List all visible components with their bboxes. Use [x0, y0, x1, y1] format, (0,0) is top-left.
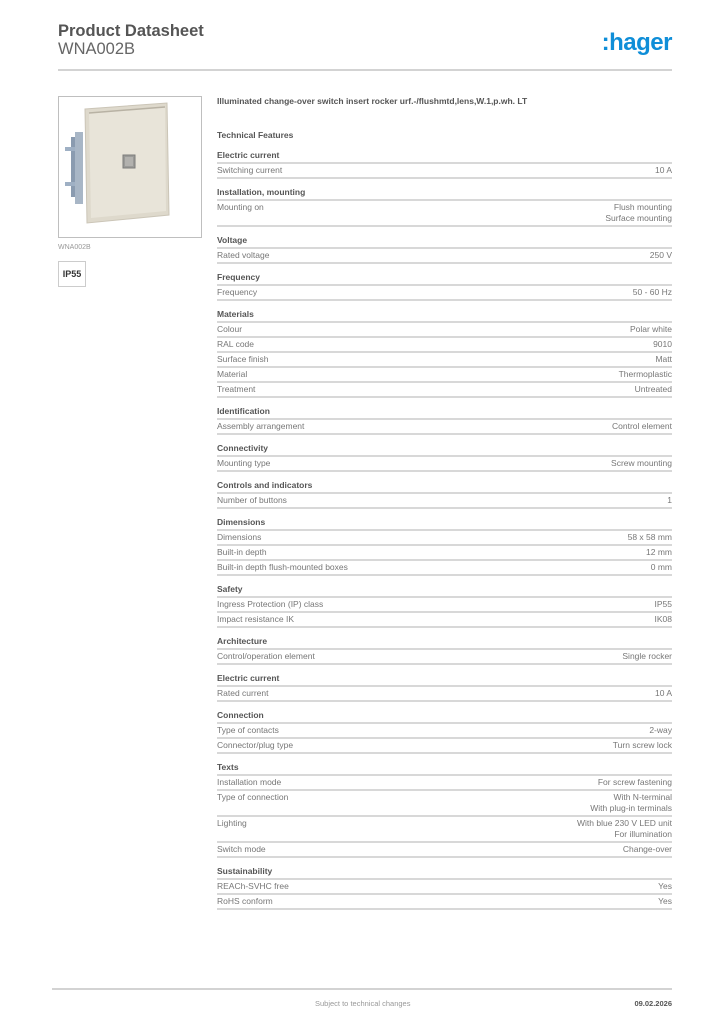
feature-value	[658, 881, 672, 892]
feature-value-line: 10 A	[654, 165, 672, 175]
feature-label: Material	[217, 369, 248, 379]
feature-value	[590, 792, 672, 814]
feature-row	[217, 531, 672, 546]
page-footer	[52, 988, 672, 1008]
image-caption: WNA002B	[58, 244, 91, 251]
section-title: Installation, mounting	[217, 187, 672, 201]
feature-value	[605, 202, 672, 224]
feature-section	[217, 762, 672, 858]
feature-label: Switching current	[217, 165, 283, 175]
feature-section	[217, 187, 672, 227]
feature-value-line: Screw mounting	[611, 458, 672, 468]
feature-value-line: 50 - 60 Hz	[632, 287, 672, 297]
feature-label: Rated current	[217, 688, 269, 698]
feature-row	[217, 843, 672, 858]
feature-row	[217, 457, 672, 472]
feature-label: Installation mode	[217, 777, 282, 787]
feature-value	[655, 614, 673, 625]
feature-value-line: 0 mm	[650, 562, 672, 572]
feature-section	[217, 517, 672, 576]
feature-value	[653, 339, 672, 350]
feature-value	[655, 599, 673, 610]
feature-row	[217, 817, 672, 843]
feature-value-line: Control element	[611, 421, 672, 431]
page-title: Product Datasheet	[58, 22, 204, 40]
section-title: Frequency	[217, 272, 672, 286]
feature-label: Type of connection	[217, 792, 289, 802]
feature-value	[577, 818, 672, 840]
feature-label: Frequency	[217, 287, 258, 297]
technical-features-title: Technical Features	[217, 130, 294, 140]
section-title: Sustainability	[217, 866, 672, 880]
feature-section	[217, 443, 672, 472]
feature-value	[655, 165, 672, 176]
feature-value-line: 1	[667, 495, 672, 505]
feature-row	[217, 791, 672, 817]
feature-label: RoHS conform	[217, 896, 273, 906]
feature-value-line: Surface mounting	[605, 213, 672, 223]
feature-value-line: Turn screw lock	[612, 740, 672, 750]
feature-value-line: Thermoplastic	[618, 369, 672, 379]
feature-value-line: 58 x 58 mm	[627, 532, 672, 542]
feature-section	[217, 636, 672, 665]
feature-row	[217, 420, 672, 435]
feature-label: Type of contacts	[217, 725, 279, 735]
page-header	[58, 22, 672, 71]
feature-value	[623, 844, 672, 855]
feature-value	[633, 287, 672, 298]
feature-value	[598, 777, 672, 788]
feature-label: Assembly arrangement	[217, 421, 305, 431]
feature-row	[217, 880, 672, 895]
feature-value-line: IP55	[654, 599, 672, 609]
product-description: Illuminated change-over switch insert rocker urf.-/flushmtd,lens,W.1,p.wh. LT	[217, 96, 528, 106]
section-title: Electric current	[217, 150, 672, 164]
feature-label: RAL code	[217, 339, 255, 349]
feature-value	[646, 547, 672, 558]
feature-row	[217, 687, 672, 702]
footer-note: Subject to technical changes	[315, 999, 411, 1008]
footer-date: 09.02.2026	[634, 999, 672, 1008]
feature-row	[217, 895, 672, 910]
feature-label: Number of buttons	[217, 495, 287, 505]
feature-value-line: Yes	[658, 896, 672, 906]
feature-row	[217, 776, 672, 791]
feature-value	[650, 250, 672, 261]
feature-section	[217, 309, 672, 398]
feature-section	[217, 866, 672, 910]
feature-section	[217, 235, 672, 264]
feature-value-line: 10 A	[654, 688, 672, 698]
product-code: WNA002B	[58, 40, 136, 58]
feature-label: Ingress Protection (IP) class	[217, 599, 324, 609]
feature-label: Mounting type	[217, 458, 271, 468]
feature-row	[217, 650, 672, 665]
feature-value	[628, 532, 672, 543]
feature-row	[217, 561, 672, 576]
feature-value-line: Yes	[658, 881, 672, 891]
feature-value	[612, 421, 672, 432]
feature-value	[667, 495, 672, 506]
feature-row	[217, 494, 672, 509]
feature-row	[217, 323, 672, 338]
feature-label: REACh-SVHC free	[217, 881, 289, 891]
section-title: Electric current	[217, 673, 672, 687]
section-title: Dimensions	[217, 517, 672, 531]
feature-value	[658, 896, 672, 907]
feature-value-line: With plug-in terminals	[590, 803, 672, 813]
feature-value-line: 250 V	[649, 250, 672, 260]
feature-label: Built-in depth	[217, 547, 267, 557]
feature-value	[649, 725, 672, 736]
logo-text: :hager	[601, 29, 672, 56]
feature-section	[217, 673, 672, 702]
section-title: Materials	[217, 309, 672, 323]
feature-row	[217, 164, 672, 179]
feature-label: Colour	[217, 324, 243, 334]
feature-value-line: Polar white	[629, 324, 672, 334]
switch-product-image-icon	[59, 97, 201, 237]
feature-row	[217, 383, 672, 398]
section-title: Voltage	[217, 235, 672, 249]
feature-value-line: 12 mm	[646, 547, 672, 557]
feature-value	[630, 324, 672, 335]
section-title: Connectivity	[217, 443, 672, 457]
feature-row	[217, 739, 672, 754]
section-title: Architecture	[217, 636, 672, 650]
feature-section	[217, 150, 672, 179]
feature-sections	[217, 150, 672, 910]
feature-value	[651, 562, 672, 573]
feature-row	[217, 546, 672, 561]
section-title: Safety	[217, 584, 672, 598]
section-title: Controls and indicators	[217, 480, 672, 494]
feature-value	[613, 740, 672, 751]
feature-section	[217, 710, 672, 754]
feature-section	[217, 272, 672, 301]
feature-section	[217, 584, 672, 628]
feature-label: Switch mode	[217, 844, 266, 854]
feature-section	[217, 480, 672, 509]
feature-value	[655, 354, 672, 365]
technical-content	[217, 96, 672, 918]
feature-value	[619, 369, 672, 380]
feature-value-line: Untreated	[634, 384, 672, 394]
feature-row	[217, 368, 672, 383]
feature-row	[217, 286, 672, 301]
feature-label: Built-in depth flush-mounted boxes	[217, 562, 348, 572]
feature-value-line: Change-over	[622, 844, 672, 854]
feature-row	[217, 613, 672, 628]
feature-value	[655, 688, 672, 699]
feature-row	[217, 201, 672, 227]
feature-label: Connector/plug type	[217, 740, 294, 750]
feature-value-line: Flush mounting	[613, 202, 672, 212]
feature-value	[635, 384, 672, 395]
feature-label: Impact resistance IK	[217, 614, 295, 624]
product-image	[58, 96, 202, 238]
feature-label: Control/operation element	[217, 651, 315, 661]
section-title: Connection	[217, 710, 672, 724]
feature-row	[217, 353, 672, 368]
feature-value-line: Matt	[655, 354, 672, 364]
feature-value-line: Single rocker	[622, 651, 672, 661]
feature-label: Lighting	[217, 818, 247, 828]
feature-label: Dimensions	[217, 532, 262, 542]
section-title: Identification	[217, 406, 672, 420]
feature-value-line: 9010	[653, 339, 672, 349]
section-title: Texts	[217, 762, 672, 776]
feature-section	[217, 406, 672, 435]
feature-value-line: 2-way	[649, 725, 672, 735]
feature-row	[217, 249, 672, 264]
feature-label: Surface finish	[217, 354, 269, 364]
feature-row	[217, 338, 672, 353]
feature-label: Mounting on	[217, 202, 264, 212]
ip-rating-badge: IP55	[58, 261, 86, 287]
feature-value-line: With blue 230 V LED unit	[577, 818, 672, 828]
feature-row	[217, 724, 672, 739]
feature-value-line: For screw fastening	[597, 777, 672, 787]
feature-label: Rated voltage	[217, 250, 270, 260]
feature-value-line: With N-terminal	[613, 792, 672, 802]
feature-label: Treatment	[217, 384, 256, 394]
feature-value	[622, 651, 672, 662]
feature-row	[217, 598, 672, 613]
feature-value-line: For illumination	[614, 829, 672, 839]
feature-value-line: IK08	[654, 614, 672, 624]
hager-logo	[602, 30, 672, 56]
feature-value	[611, 458, 672, 469]
